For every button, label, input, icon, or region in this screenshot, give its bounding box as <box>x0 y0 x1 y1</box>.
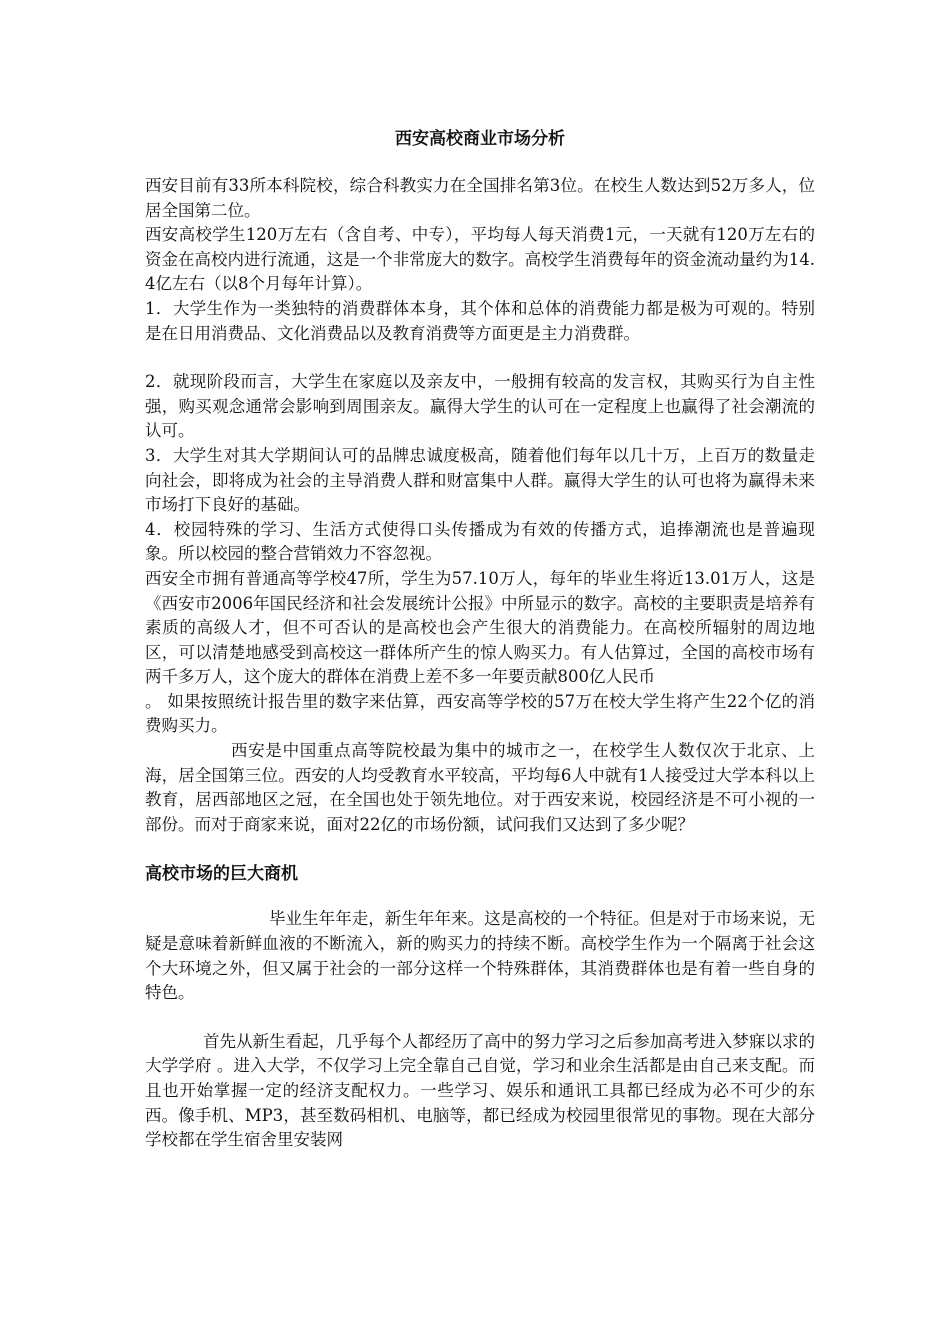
document-title: 西安高校商业市场分析 <box>395 129 565 149</box>
paragraph-funds: 西安高校学生120万左右（含自考、中专），平均每人每天消费1元，一天就有120万左右的资金在高校内进行流通，这是一个非常庞大的数字。高校学生消费每年的资金流动量约为14.4亿左右（以8个月每年计算）。 <box>145 225 815 294</box>
paragraph-xian-education: 西安是中国重点高等院校最为集中的城市之一，在校学生人数仅次于北京、上海，居全国第三位。西安的人均受教育水平较高，平均每6人中就有1人接受过大学本科以上教育，居西部地区之冠，在全国也处于领先地位。对于西安来说，校园经济是不可小视的一部份。而对于商家来说，面对22亿的市场份额，试问我们又达到了多少呢？ <box>145 741 815 834</box>
paragraph-point-4: 4．校园特殊的学习、生活方式使得口头传播成为有效的传播方式，追捧潮流也是普遍现象。所以校园的整合营销效力不容忽视。 <box>145 519 815 564</box>
paragraph-freshmen: 首先从新生看起，几乎每个人都经历了高中的努力学习之后参加高考进入梦寐以求的大学学府 。进入大学，不仅学习上完全靠自己自觉，学习和业余生活都是由自己来支配。而且也开始掌握一定的经济支配权力。一些学习、娱乐和通讯工具都已经成为必不可少的东西。像手机、MP3，甚至数码相机、电脑等，都已经成为校园里很常见的事物。现在大部分学校都在学生宿舍里安装网 <box>145 1031 815 1150</box>
paragraph-point-3: 3．大学生对其大学期间认可的品牌忠诚度极高，随着他们每年以几十万，上百万的数量走向社会，即将成为社会的主导消费人群和财富集中人群。赢得大学生的认可也将为赢得未来市场打下良好的基础。 <box>145 445 815 515</box>
paragraph-graduates: 毕业生年年走，新生年年来。这是高校的一个特征。但是对于市场来说，无疑是意味着新鲜血液的不断流入，新的购买力的持续不断。高校学生作为一个隔离于社会这个大环境之外，但又属于社会的一部分这样一个特殊群体，其消费群体也是有着一些自身的特色。 <box>145 909 815 1003</box>
paragraph-estimate: 。 如果按照统计报告里的数字来估算，西安高等学校的57万在校大学生将产生22个亿的消费购买力。 <box>145 691 815 736</box>
paragraph-statistics: 西安全市拥有普通高等学校47所，学生为57.10万人，每年的毕业生将近13.01万人，这是《西安市2006年国民经济和社会发展统计公报》中所显示的数字。高校的主要职责是培养有素质的高级人才，但不可否认的是高校也会产生很大的消费能力。在高校所辐射的周边地区，可以清楚地感受到高校这一群体所产生的惊人购买力。有人估算过，全国的高校市场有两千多万人，这个庞大的群体在消费上差不多一年要贡献800亿人民币 <box>145 568 815 687</box>
paragraph-point-1: 1．大学生作为一类独特的消费群体本身，其个体和总体的消费能力都是极为可观的。特别是在日用消费品、文化消费品以及教育消费等方面更是主力消费群。 <box>145 298 815 343</box>
section-heading: 高校市场的巨大商机 <box>145 864 298 885</box>
paragraph-overview: 西安目前有33所本科院校，综合科教实力在全国排名第3位。在校生人数达到52万多人，位居全国第二位。 <box>145 176 815 220</box>
document-page <box>145 126 815 1153</box>
paragraph-point-2: 2．就现阶段而言，大学生在家庭以及亲友中，一般拥有较高的发言权，其购买行为自主性强，购买观念通常会影响到周围亲友。赢得大学生的认可在一定程度上也赢得了社会潮流的认可。 <box>145 372 815 441</box>
